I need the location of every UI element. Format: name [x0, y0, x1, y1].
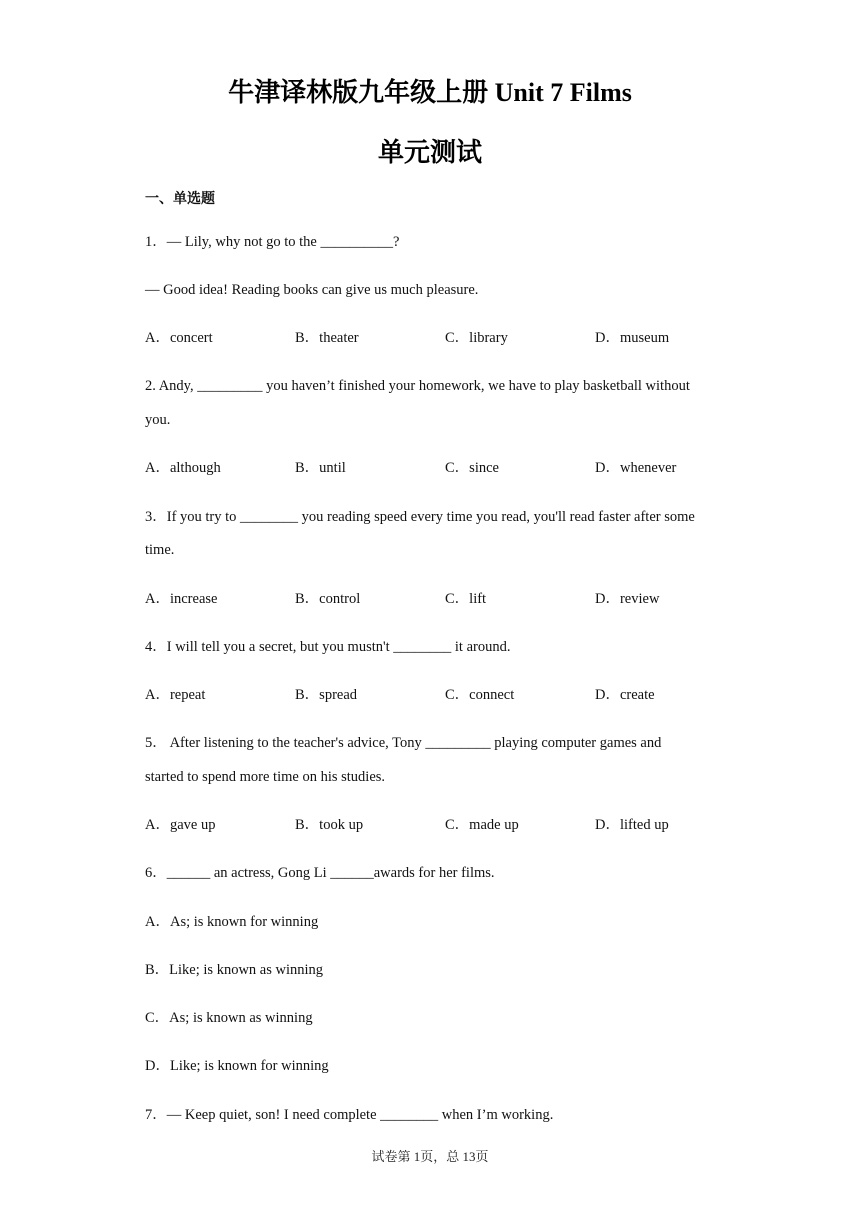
- q4-option-d: D．create: [595, 687, 655, 703]
- q4-option-c: C．connect: [445, 687, 515, 703]
- question-7-line-1: 7．— Keep quiet, son! I need complete ________ when I’m working.: [145, 1107, 554, 1123]
- q6-option-d: D．Like; is known for winning: [145, 1058, 329, 1074]
- q5-option-d: D．lifted up: [595, 817, 669, 833]
- q2-option-b: B．until: [295, 460, 346, 476]
- q5-option-b: B．took up: [295, 817, 364, 833]
- question-4-line-1: 4．I will tell you a secret, but you mustn't ________ it around.: [145, 639, 511, 655]
- q1-option-b: B．theater: [295, 330, 359, 346]
- q2-option-a: A．although: [145, 460, 221, 476]
- q4-option-a: A．repeat: [145, 687, 206, 703]
- section-heading: 一、单选题: [145, 191, 215, 207]
- question-2-line-1: 2. Andy, _________ you haven’t finished your homework, we have to play basketball without: [145, 378, 690, 394]
- question-2-line-2: you.: [145, 412, 171, 428]
- page-footer: 试卷第 1页，总 13页: [371, 1149, 489, 1164]
- q3-option-b: B．control: [295, 591, 361, 607]
- question-6-line-1: 6．______ an actress, Gong Li ______awards for her films.: [145, 865, 495, 881]
- q5-option-c: C．made up: [445, 817, 519, 833]
- q2-option-c: C．since: [445, 460, 499, 476]
- q6-option-c: C．As; is known as winning: [145, 1010, 313, 1026]
- question-5-line-1: 5． After listening to the teacher's advice, Tony _________ playing computer games and: [145, 735, 662, 751]
- q2-option-d: D．whenever: [595, 460, 677, 476]
- doc-title: 牛津译林版九年级上册 Unit 7 Films: [228, 78, 632, 107]
- q6-option-a: A．As; is known for winning: [145, 914, 319, 930]
- question-1-line-1: 1．— Lily, why not go to the __________?: [145, 234, 400, 250]
- question-1-line-2: — Good idea! Reading books can give us much pleasure.: [145, 282, 479, 298]
- q1-option-d: D．museum: [595, 330, 670, 346]
- q3-option-d: D．review: [595, 591, 660, 607]
- doc-subtitle: 单元测试: [377, 138, 482, 167]
- question-3-line-1: 3．If you try to ________ you reading speed every time you read, you'll read faster after some: [145, 509, 695, 525]
- question-3-line-2: time.: [145, 542, 175, 558]
- q1-option-a: A．concert: [145, 330, 213, 346]
- q6-option-b: B．Like; is known as winning: [145, 962, 324, 978]
- q4-option-b: B．spread: [295, 687, 358, 703]
- question-5-line-2: started to spend more time on his studies.: [145, 769, 386, 785]
- q3-option-c: C．lift: [445, 591, 487, 607]
- q5-option-a: A．gave up: [145, 817, 216, 833]
- q1-option-c: C．library: [445, 330, 508, 346]
- q3-option-a: A．increase: [145, 591, 218, 607]
